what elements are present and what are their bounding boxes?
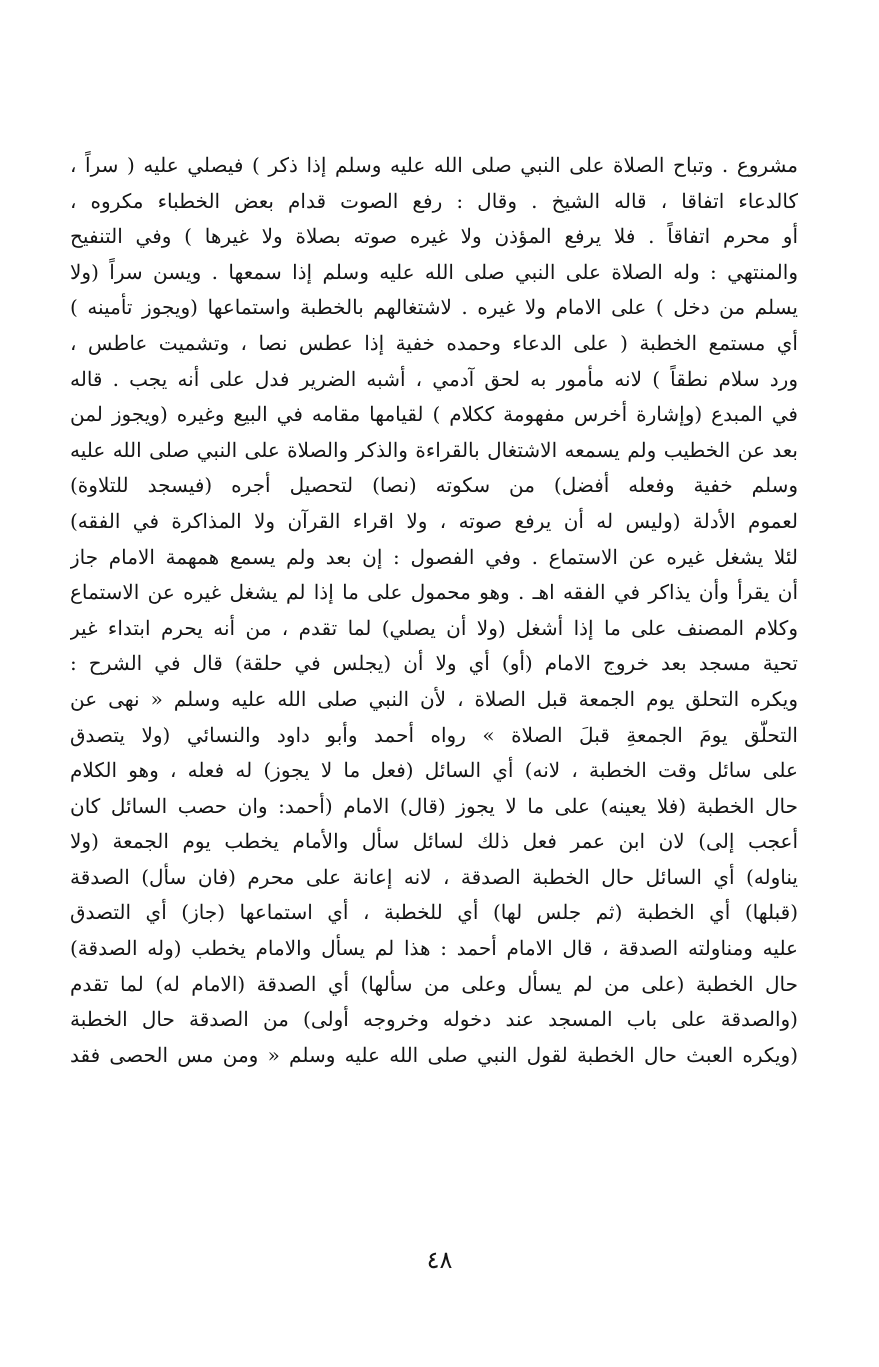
text-line: التحلّق يومَ الجمعةِ قبلَ الصلاة » رواه أحمد وأبو داود والنسائي (ولا يتصدق bbox=[70, 722, 798, 747]
text-line: ورد سلام نطقاً ) لانه مأمور به لحق آدمي ، أشبه الضرير فدل على أنه يجب . قاله bbox=[70, 366, 798, 391]
text-line: أعجب إلى) لان ابن عمر فعل ذلك لسائل سأل والأمام يخطب يوم الجمعة (ولا bbox=[70, 829, 798, 854]
text-line: والمنتهي : وله الصلاة على النبي صلى الله عليه وسلم إذا سمعها . ويسن سراً (ولا bbox=[70, 259, 798, 284]
text-line: يسلم من دخل ) على الامام ولا غيره . لاشتغالهم بالخطبة واستماعها (ويجوز تأمينه ) bbox=[70, 295, 798, 320]
body-text bbox=[70, 148, 798, 1073]
text-line: لئلا يشغل غيره عن الاستماع . وفي الفصول : إن بعد ولم يسمع همهمة الامام جاز bbox=[70, 544, 798, 569]
text-line: أن يقرأ وأن يذاكر في الفقه اهـ . وهو محمول على ما إذا لم يشغل غيره عن الاستماع bbox=[70, 580, 798, 605]
text-line: (والصدقة على باب المسجد عند دخوله وخروجه أولى) من الصدقة حال الخطبة bbox=[70, 1007, 798, 1032]
page-number: ٤٨ bbox=[426, 1246, 453, 1274]
text-line: حال الخطبة (فلا يعينه) على ما لا يجوز (قال) الامام (أحمد: وان حصب السائل كان bbox=[70, 793, 798, 818]
text-line: كالدعاء اتفاقا ، قاله الشيخ . وقال : رفع الصوت قدام بعض الخطباء مكروه ، bbox=[70, 188, 798, 213]
text-line: يناوله) أي السائل حال الخطبة الصدقة ، لانه إعانة على محرم (فان سأل) الصدقة bbox=[70, 864, 798, 889]
text-line: على سائل وقت الخطبة ، لانه) أي السائل (فعل ما لا يجوز) له فعله ، وهو الكلام bbox=[70, 758, 798, 783]
text-line: ويكره التحلق يوم الجمعة قبل الصلاة ، لأن النبي صلى الله عليه وسلم « نهى عن bbox=[70, 686, 798, 711]
text-line: (ويكره العبث حال الخطبة لقول النبي صلى الله عليه وسلم « ومن مس الحصى فقد bbox=[70, 1042, 798, 1067]
text-line: أو محرم اتفاقاً . فلا يرفع المؤذن ولا غيره صوته بصلاة ولا غيرها ) وفي التنفيح bbox=[70, 224, 798, 249]
text-line: (قبلها) أي الخطبة (ثم جلس لها) أي للخطبة ، أي استماعها (جاز) أي التصدق bbox=[70, 900, 798, 925]
text-line: في المبدع (وإشارة أخرس مفهومة ككلام ) لقيامها مقامه في البيع وغيره (ويجوز لمن bbox=[70, 402, 798, 427]
text-line: تحية مسجد بعد خروج الامام (أو) أي ولا أن (يجلس في حلقة) قال في الشرح : bbox=[70, 651, 798, 676]
text-line: عليه ومناولته الصدقة ، قال الامام أحمد : هذا لم يسأل والامام يخطب (وله الصدقة) bbox=[70, 936, 798, 961]
text-line: وكلام المصنف على ما إذا أشغل (ولا أن يصلي) لما تقدم ، من أنه يحرم ابتداء غير bbox=[70, 615, 798, 640]
text-line: لعموم الأدلة (وليس له أن يرفع صوته ، ولا اقراء القرآن ولا المذاكرة في الفقه) bbox=[70, 508, 798, 533]
text-line: بعد عن الخطيب ولم يسمعه الاشتغال بالقراءة والذكر والصلاة على النبي صلى الله عليه bbox=[70, 437, 798, 462]
text-line: مشروع . وتباح الصلاة على النبي صلى الله عليه وسلم إذا ذكر ) فيصلي عليه ( سراً ، bbox=[70, 153, 798, 177]
text-line: وسلم خفية وفعله أفضل) من سكوته (نصا) لتحصيل أجره (فيسجد للتلاوة) bbox=[70, 473, 798, 498]
text-line: حال الخطبة (على من لم يسأل وعلى من سألها) أي الصدقة (الامام له) لما تقدم bbox=[70, 971, 798, 996]
text-line: أي مستمع الخطبة ( على الدعاء وحمده خفية إذا عطس نصا ، وتشميت عاطس ، bbox=[70, 330, 798, 355]
